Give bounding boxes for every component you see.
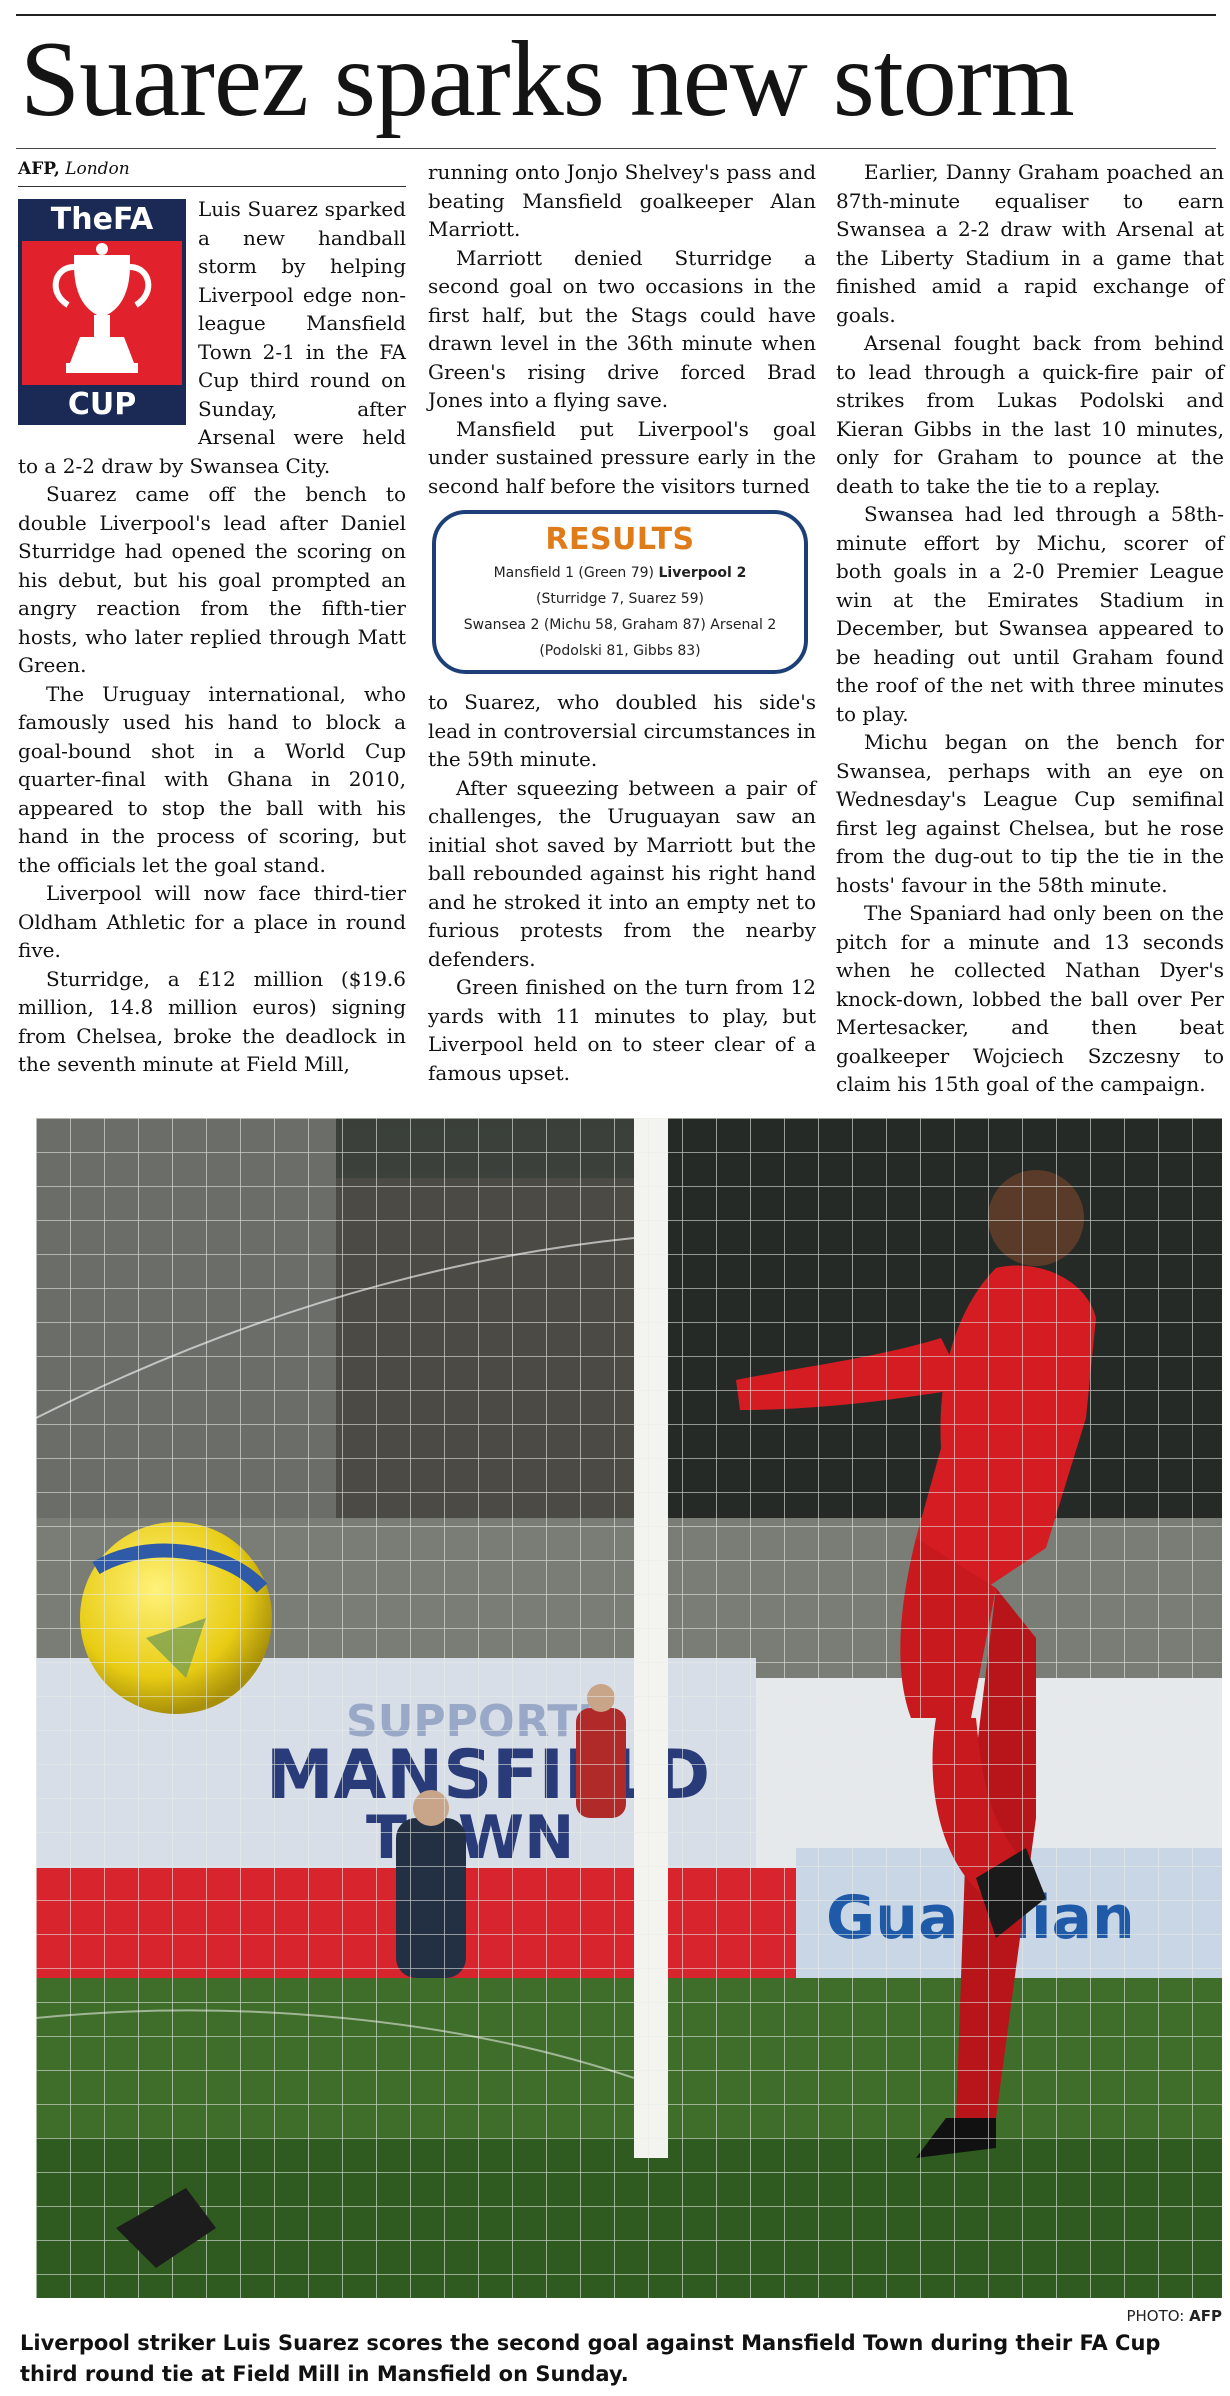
paragraph: The Uruguay international, who famously used his hand to block a goal-bound shot in a World Cup quarter-final with Ghana in 2010, appeared to stop the ball with his hand in the process of scoring, but the officials let the goal stand. — [18, 681, 406, 877]
byline-agency: AFP, — [18, 159, 60, 179]
result-line-2: (Sturridge 7, Suarez 59) — [536, 591, 704, 607]
paragraph: Marriott denied Sturridge a second goal on two occasions in the first half, but the Stags could have drawn level in the 36th minute when Green's rising drive forced Brad Jones into a flying save. — [428, 245, 816, 412]
article-column-2 — [428, 158, 816, 1087]
paragraph: to Suarez, who doubled his side's lead in controversial circumstances in the 59th minute. — [428, 690, 816, 771]
match-photo — [36, 1118, 1222, 2298]
result-mansfield: Mansfield 1 (Green 79) — [493, 565, 659, 581]
paragraph: After squeezing between a pair of challenges, the Uruguayan saw an initial shot saved by Marriott but the ball rebounded against his right hand and he stroked it into an empty net to furious protests from the nearby defenders. — [428, 775, 816, 971]
fa-cup-logo-top-text: TheFA — [50, 202, 154, 237]
paragraph: Arsenal fought back from behind to lead through a quick-fire pair of strikes from Lukas Podolski and Kieran Gibbs in the last 10 minutes, only for Graham to pounce at the death to take the tie to a replay. — [836, 331, 1224, 498]
fa-cup-trophy-icon — [22, 241, 182, 385]
headline: Suarez sparks new storm — [20, 20, 1074, 139]
result-line-3: Swansea 2 (Michu 58, Graham 87) Arsenal 2 — [463, 617, 777, 633]
paragraph: Green finished on the turn from 12 yards with 11 minutes to play, but Liverpool held on to steer clear of a famous upset. — [428, 975, 816, 1085]
paragraph: Sturridge, a £12 million ($19.6 million, 14.8 million euros) signing from Chelsea, broke the deadlock in the seventh minute at Field Mill, — [18, 966, 406, 1076]
photo-credit-agency: AFP — [1189, 2307, 1222, 2325]
article-column-1 — [18, 158, 406, 1079]
fa-cup-logo — [18, 199, 186, 425]
paragraph: Suarez came off the bench to double Liverpool's lead after Daniel Sturridge had opened the scoring on his debut, but his goal prompted an angry reaction from the fifth-tier hosts, who later replied through Matt Green. — [18, 482, 406, 677]
photo-caption: Liverpool striker Luis Suarez scores the second goal against Mansfield Town during their FA Cup third round tie at Field Mill in Mansfield on Sunday. — [20, 2331, 1161, 2386]
article-column-3 — [836, 158, 1224, 1099]
paragraph: Earlier, Danny Graham poached an 87th-minute equaliser to earn Swansea a 2-2 draw with Arsenal at the Liberty Stadium in a game that finished amid a rapid exchange of goals. — [836, 160, 1224, 327]
headline-rule — [16, 148, 1216, 149]
results-title: RESULTS — [545, 522, 695, 557]
result-line-4: (Podolski 81, Gibbs 83) — [539, 643, 701, 659]
paragraph: Michu began on the bench for Swansea, perhaps with an eye on Wednesday's League Cup semifinal first leg against Chelsea, but he rose from the dug-out to tip the tie in the hosts' favour in the 58th minute. — [836, 730, 1224, 897]
results-box — [432, 510, 808, 674]
paragraph: Swansea had led through a 58th-minute effort by Michu, scorer of both goals in a 2-0 Premier League win at the Emirates Stadium in December, but Swansea appeared to be heading out until Graham found the roof of the net with three minutes to play. — [836, 502, 1224, 726]
byline — [18, 158, 406, 187]
paragraph: Mansfield put Liverpool's goal under sustained pressure early in the second half before the visitors turned — [428, 416, 816, 498]
fa-cup-logo-bottom-text: CUP — [67, 387, 137, 422]
photo-credit-label: PHOTO: — [1126, 2307, 1185, 2325]
paragraph: Liverpool will now face third-tier Oldham Athletic for a place in round five. — [18, 881, 406, 962]
paragraph: running onto Jonjo Shelvey's pass and beating Mansfield goalkeeper Alan Marriott. — [428, 160, 816, 241]
photo-credit — [1126, 2306, 1222, 2326]
byline-place: London — [65, 159, 130, 179]
paragraph: The Spaniard had only been on the pitch for a minute and 13 seconds when he collected Nathan Dyer's knock-down, lobbed the ball over Per Mertesacker, and then beat goalkeeper Wojciech Szczesny to claim his 15th goal of the campaign. — [836, 901, 1224, 1096]
paragraph: Luis Suarez sparked a new handball storm by helping Liverpool edge non-league Mansfield Town 2-1 in the FA Cup third round on Sunday, after Arsenal were held to a 2-2 draw by Swansea City. — [18, 197, 406, 478]
result-line-1 — [436, 560, 804, 586]
result-liverpool: Liverpool 2 — [658, 565, 747, 581]
